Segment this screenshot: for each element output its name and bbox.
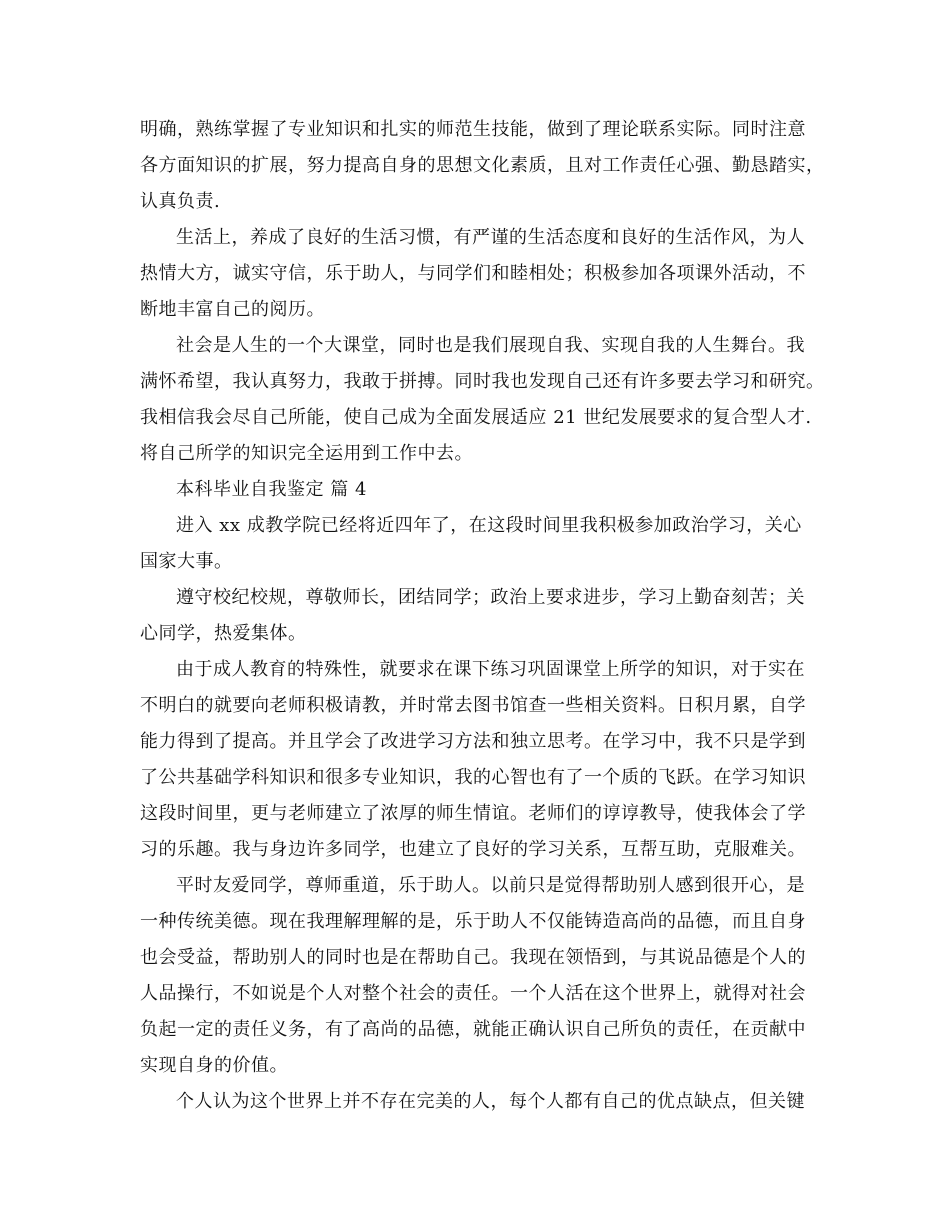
paragraph-start-line: 由于成人教育的特殊性，就要求在课下练习巩固课堂上所学的知识，对于实在: [176, 659, 805, 680]
text-line: 了公共基础学科知识和很多专业知识，我的心智也有了一个质的飞跃。在学习知识: [140, 767, 806, 788]
document-body: [140, 112, 830, 1120]
text-line: 这段时间里，更与老师建立了浓厚的师生情谊。老师们的谆谆教导，使我体会了学: [140, 803, 806, 824]
text-line: 人品操行，不如说是个人对整个社会的责任。一个人活在这个世界上，就得对社会: [140, 983, 806, 1004]
paragraph-start-line: 生活上，养成了良好的生活习惯，有严谨的生活态度和良好的生活作风，为人: [176, 227, 805, 248]
paragraph-start-line: 本科毕业自我鉴定 篇 4: [176, 479, 367, 500]
text-line: 实现自身的价值。: [140, 1055, 288, 1076]
text-line: 我相信我会尽自己所能，使自己成为全面发展适应 21 世纪发展要求的复合型人才.: [140, 407, 812, 428]
text-line: 满怀希望，我认真努力，我敢于拼搏。同时我也发现自己还有许多要去学习和研究。: [140, 371, 825, 392]
paragraph-start-line: 遵守校纪校规，尊敬师长，团结同学；政治上要求进步，学习上勤奋刻苦；关: [176, 587, 805, 608]
paragraph-start-line: 社会是人生的一个大课堂，同时也是我们展现自我、实现自我的人生舞台。我: [176, 335, 805, 356]
text-line: 将自己所学的知识完全运用到工作中去。: [140, 443, 473, 464]
paragraph-start-line: 进入 xx 成教学院已经将近四年了，在这段时间里我积极参加政治学习，关心: [176, 515, 802, 536]
text-line: 也会受益，帮助别人的同时也是在帮助自己。我现在领悟到，与其说品德是个人的: [140, 947, 806, 968]
text-line: 心同学，热爱集体。: [140, 623, 307, 644]
text-line: 国家大事。: [140, 551, 233, 572]
text-line: 认真负责.: [140, 191, 221, 212]
paragraph-start-line: 个人认为这个世界上并不存在完美的人，每个人都有自己的优点缺点，但关键: [176, 1091, 805, 1112]
paragraph-start-line: 平时友爱同学，尊师重道，乐于助人。以前只是觉得帮助别人感到很开心，是: [176, 875, 805, 896]
text-line: 习的乐趣。我与身边许多同学，也建立了良好的学习关系，互帮互助，克服难关。: [140, 839, 806, 860]
text-line: 不明白的就要向老师积极请教，并时常去图书馆查一些相关资料。日积月累，自学: [140, 695, 806, 716]
text-line: 各方面知识的扩展，努力提高自身的思想文化素质，且对工作责任心强、勤恳踏实，: [140, 155, 825, 176]
text-line: 断地丰富自己的阅历。: [140, 299, 325, 320]
text-line: 负起一定的责任义务，有了高尚的品德，就能正确认识自己所负的责任，在贡献中: [140, 1019, 806, 1040]
text-line: 一种传统美德。现在我理解理解的是，乐于助人不仅能铸造高尚的品德，而且自身: [140, 911, 806, 932]
text-line: 明确，熟练掌握了专业知识和扎实的师范生技能，做到了理论联系实际。同时注意: [140, 119, 806, 140]
text-line: 热情大方，诚实守信，乐于助人，与同学们和睦相处；积极参加各项课外活动，不: [140, 263, 806, 284]
text-line: 能力得到了提高。并且学会了改进学习方法和独立思考。在学习中，我不只是学到: [140, 731, 806, 752]
